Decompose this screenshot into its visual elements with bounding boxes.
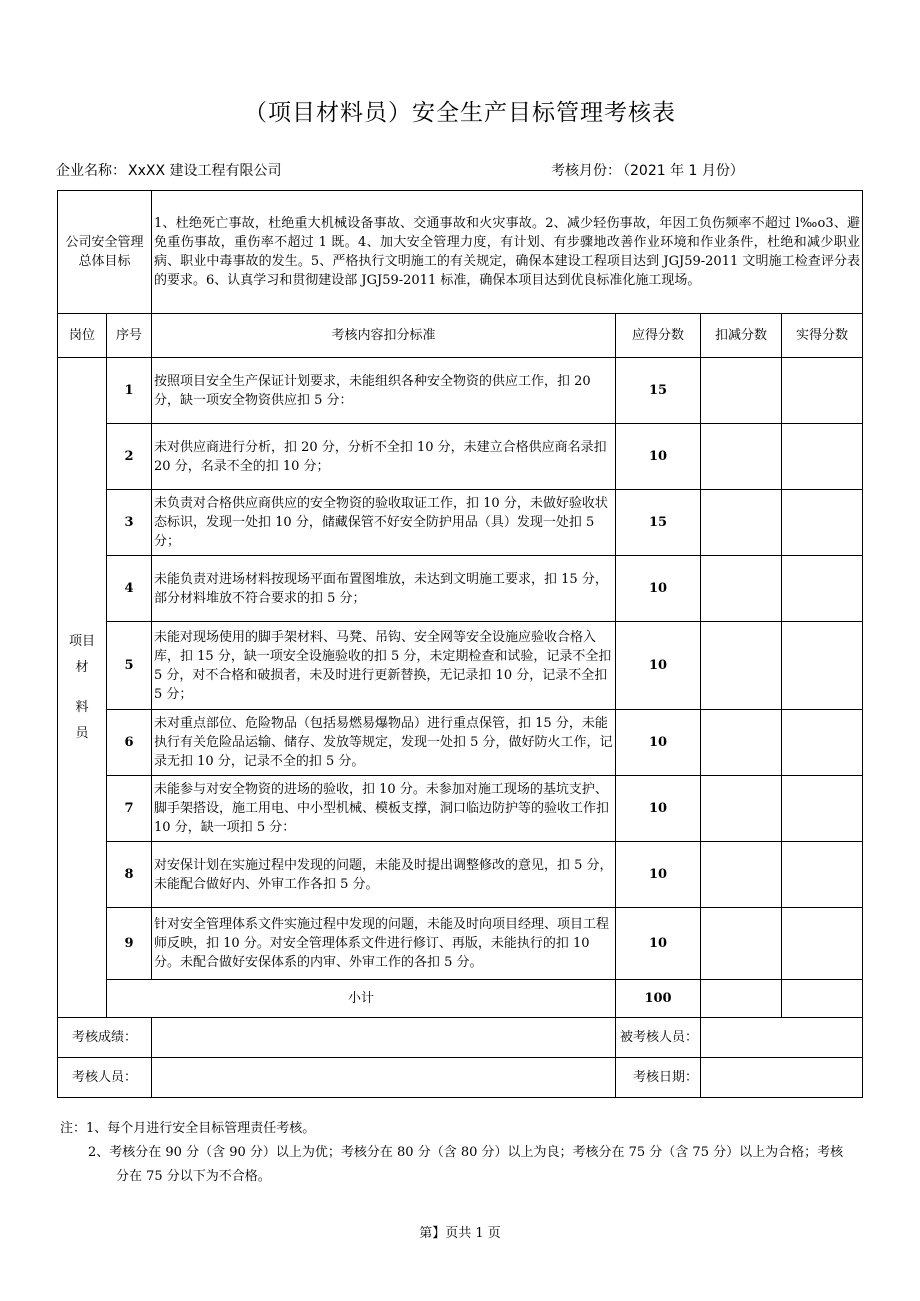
examiner-value-cell[interactable] bbox=[152, 1058, 616, 1098]
actual-score-cell[interactable] bbox=[782, 358, 863, 424]
actual-score-cell[interactable] bbox=[782, 776, 863, 842]
header-seq: 序号 bbox=[107, 314, 152, 358]
header-actual: 实得分数 bbox=[782, 314, 863, 358]
page-title: （项目材料员）安全生产目标管理考核表 bbox=[244, 100, 676, 126]
criteria-row bbox=[58, 622, 863, 710]
due-score-cell: 15 bbox=[616, 490, 701, 556]
note-1: 注：1、每个月进行安全目标管理责任考核。 bbox=[60, 1121, 316, 1136]
month-value: （2021 年 1 月份） bbox=[623, 163, 744, 179]
subtotal-label: 小计 bbox=[107, 980, 616, 1018]
subtotal-actual-cell[interactable] bbox=[782, 980, 863, 1018]
header-deduct: 扣减分数 bbox=[701, 314, 782, 358]
deduct-score-cell[interactable] bbox=[701, 776, 782, 842]
score-value-cell[interactable] bbox=[152, 1018, 616, 1058]
criteria-text: 未对供应商进行分析，扣 20 分，分析不全扣 10 分，未建立合格供应商名录扣 20 分，名录不全的扣 10 分； bbox=[152, 424, 616, 490]
criteria-row bbox=[58, 842, 863, 908]
examinee-sign-cell[interactable] bbox=[701, 1018, 863, 1058]
position-text: 材 bbox=[75, 659, 89, 675]
deduct-score-cell[interactable] bbox=[701, 358, 782, 424]
criteria-text: 未能负责对进场材料按现场平面布置图堆放，未达到文明施工要求，扣 15 分，部分材料堆放不符合要求的扣 5 分； bbox=[152, 556, 616, 622]
score-label: 考核成绩： bbox=[58, 1018, 152, 1058]
criteria-row bbox=[58, 710, 863, 776]
seq-cell: 1 bbox=[107, 358, 152, 424]
criteria-text: 对安保计划在实施过程中发现的问题，未能及时提出调整修改的意见，扣 5 分，未能配合做好内、外审工作各扣 5 分。 bbox=[152, 842, 616, 908]
assessment-table bbox=[57, 190, 863, 1098]
deduct-score-cell[interactable] bbox=[701, 622, 782, 710]
goal-label: 公司安全管理总体目标 bbox=[58, 191, 152, 314]
seq-cell: 3 bbox=[107, 490, 152, 556]
examinee-label: 被考核人员： bbox=[620, 1030, 699, 1045]
criteria-row bbox=[58, 358, 863, 424]
due-score-cell: 10 bbox=[616, 842, 701, 908]
deduct-score-cell[interactable] bbox=[701, 424, 782, 490]
note-2: 2、考核分在 90 分（含 90 分）以上为优；考核分在 80 分（含 80 分）以上为良；考核分在 75 分（含 75 分）以上为合格；考核 bbox=[88, 1145, 844, 1160]
notes bbox=[60, 1117, 860, 1189]
position-text: 项目 bbox=[68, 633, 95, 649]
criteria-row bbox=[58, 776, 863, 842]
seq-cell: 2 bbox=[107, 424, 152, 490]
criteria-row bbox=[58, 490, 863, 556]
month-label: 考核月份： bbox=[551, 163, 621, 179]
examiner-label: 考核人员： bbox=[58, 1058, 152, 1098]
deduct-score-cell[interactable] bbox=[701, 490, 782, 556]
seq-cell: 6 bbox=[107, 710, 152, 776]
criteria-text: 未能对现场使用的脚手架材料、马凳、吊钩、安全网等安全设施应验收合格入库，扣 15 分，缺一项安全设施验收的扣 5 分，未定期检查和试验，记录不全扣 5 分，对不合格和破损者，未及时进行更新替换，无记录扣 10 分，记录不全扣 5 分； bbox=[152, 622, 616, 710]
examinee-value-cell[interactable] bbox=[616, 1018, 701, 1058]
subtotal-value: 100 bbox=[616, 980, 701, 1018]
due-score-cell: 15 bbox=[616, 358, 701, 424]
due-score-cell: 10 bbox=[616, 556, 701, 622]
criteria-row bbox=[58, 556, 863, 622]
criteria-text: 按照项目安全生产保证计划要求，未能组织各种安全物资的供应工作，扣 20 分，缺一项安全物资供应扣 5 分： bbox=[152, 358, 616, 424]
subtotal-row bbox=[58, 980, 863, 1018]
actual-score-cell[interactable] bbox=[782, 710, 863, 776]
deduct-score-cell[interactable] bbox=[701, 556, 782, 622]
goal-text: 1、杜绝死亡事故，杜绝重大机械设备事故、交通事故和火灾事故。2、减少轻伤事故，年因工负伤频率不超过 l‰o3、避免重伤事故，重伤率不超过 1 既。4、加大安全管理力度，有计划、有步骤地改善作业环境和作业条件，杜绝和减少职业病、职业中毒事故的发生。5、严格执行文明施工的有关规定，确保本建设工程项目达到 JGJ59-2011 文明施工检查评分表的要求。6、认真学习和贯彻建设部 JGJ59-2011 标准，确保本项目达到优良标准化施工现场。 bbox=[152, 191, 863, 314]
due-score-cell: 10 bbox=[616, 908, 701, 980]
criteria-text: 针对安全管理体系文件实施过程中发现的问题，未能及时向项目经理、项目工程师反映，扣 10 分。对安全管理体系文件进行修订、再版，未能执行的扣 10 分。未配合做好安保体系的内审、外审工作的各扣 5 分。 bbox=[152, 908, 616, 980]
header-content: 考核内容扣分标准 bbox=[152, 314, 616, 358]
position-cell bbox=[58, 358, 107, 1018]
date-label: 考核日期： bbox=[633, 1070, 699, 1085]
header-due: 应得分数 bbox=[616, 314, 701, 358]
position-text: 料 bbox=[75, 699, 89, 715]
criteria-text: 未能参与对安全物资的进场的验收，扣 10 分。未参加对施工现场的基坑支护、脚手架搭设，施工用电、中小型机械、模板支撑，洞口临边防护等的验收工作扣 10 分，缺一项扣 5 分： bbox=[152, 776, 616, 842]
month-info bbox=[551, 160, 744, 180]
deduct-score-cell[interactable] bbox=[701, 842, 782, 908]
due-score-cell: 10 bbox=[616, 622, 701, 710]
deduct-score-cell[interactable] bbox=[701, 710, 782, 776]
position-text: 员 bbox=[75, 725, 89, 741]
actual-score-cell[interactable] bbox=[782, 622, 863, 710]
seq-cell: 9 bbox=[107, 908, 152, 980]
criteria-row bbox=[58, 908, 863, 980]
due-score-cell: 10 bbox=[616, 776, 701, 842]
page-footer: 第】页共 1 页 bbox=[419, 1226, 501, 1241]
note-2-continued: 分在 75 分以下为不合格。 bbox=[116, 1169, 271, 1184]
header-position: 岗位 bbox=[58, 314, 107, 358]
deduct-score-cell[interactable] bbox=[701, 908, 782, 980]
due-score-cell: 10 bbox=[616, 424, 701, 490]
goal-row bbox=[58, 191, 863, 314]
criteria-text: 未对重点部位、危险物品（包括易燃易爆物品）进行重点保管，扣 15 分，未能执行有关危险品运输、储存、发放等规定，发现一处扣 5 分，做好防火工作，记录无扣 10 分，记录不全的扣 5 分。 bbox=[152, 710, 616, 776]
criteria-text: 未负责对合格供应商供应的安全物资的验收取证工作，扣 10 分，未做好验收状态标识，发现一处扣 10 分，储藏保管不好安全防护用品（具）发现一处扣 5 分； bbox=[152, 490, 616, 556]
company-value: XxXX 建设工程有限公司 bbox=[128, 163, 282, 179]
header-row bbox=[58, 314, 863, 358]
actual-score-cell[interactable] bbox=[782, 490, 863, 556]
company-info bbox=[56, 160, 282, 180]
seq-cell: 5 bbox=[107, 622, 152, 710]
actual-score-cell[interactable] bbox=[782, 908, 863, 980]
date-fill-cell[interactable] bbox=[701, 1058, 863, 1098]
criteria-row bbox=[58, 424, 863, 490]
date-value-cell[interactable] bbox=[616, 1058, 701, 1098]
actual-score-cell[interactable] bbox=[782, 556, 863, 622]
due-score-cell: 10 bbox=[616, 710, 701, 776]
examiner-row bbox=[58, 1058, 863, 1098]
seq-cell: 7 bbox=[107, 776, 152, 842]
actual-score-cell[interactable] bbox=[782, 842, 863, 908]
company-label: 企业名称： bbox=[56, 163, 126, 179]
score-row bbox=[58, 1018, 863, 1058]
actual-score-cell[interactable] bbox=[782, 424, 863, 490]
seq-cell: 8 bbox=[107, 842, 152, 908]
seq-cell: 4 bbox=[107, 556, 152, 622]
subtotal-deduct-cell[interactable] bbox=[701, 980, 782, 1018]
